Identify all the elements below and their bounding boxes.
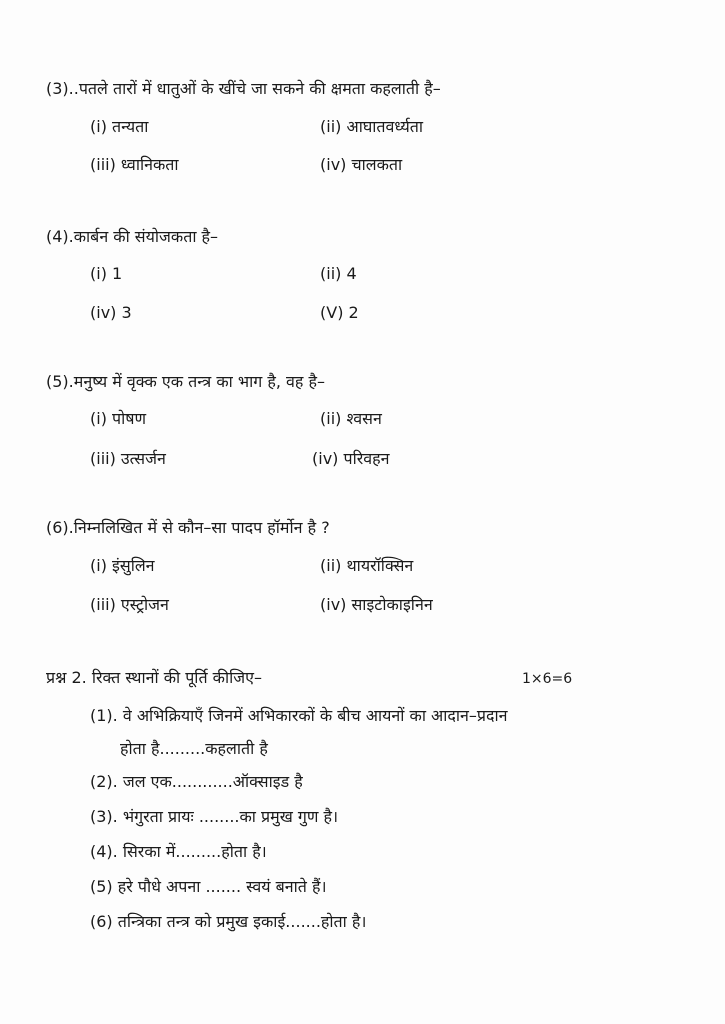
fill-blank-item-1: (1). वे अभिक्रियाएँ जिनमें अभिकारकों के बीच आयनों का आदान–प्रदान — [90, 706, 508, 725]
question-5: (5).मनुष्य में वृक्क एक तन्त्र का भाग है, वह है– — [46, 372, 325, 391]
fill-blank-item-5: (5) हरे पौधे अपना ....... स्वयं बनाते हैं। — [90, 877, 327, 896]
fill-blank-item-2: (2). जल एक............ऑक्साइड है — [90, 772, 303, 791]
q3-option-4: (iv) चालकता — [320, 155, 403, 174]
q5-option-3: (iii) उत्सर्जन — [90, 449, 166, 468]
q3-option-2: (ii) आघातवर्ध्यता — [320, 117, 423, 136]
q5-option-4: (iv) परिवहन — [312, 449, 390, 468]
question-3: (3)..पतले तारों में धातुओं के खींचे जा सकने की क्षमता कहलाती है– — [46, 79, 441, 98]
q3-option-1: (i) तन्यता — [90, 117, 149, 136]
fill-blank-item-1-cont: होता है.........कहलाती है — [120, 739, 268, 758]
fill-blank-item-3: (3). भंगुरता प्रायः ........का प्रमुख गुण है। — [90, 807, 339, 826]
section-2-heading: प्रश्न 2. रिक्त स्थानों की पूर्ति कीजिए– — [46, 668, 262, 687]
q4-option-3: (iv) 3 — [90, 303, 132, 322]
q5-option-1: (i) पोषण — [90, 409, 147, 428]
q6-option-4: (iv) साइटोकाइनिन — [320, 595, 433, 614]
q3-option-3: (iii) ध्वानिकता — [90, 155, 179, 174]
fill-blank-item-4: (4). सिरका में.........होता है। — [90, 842, 267, 861]
q4-option-1: (i) 1 — [90, 264, 123, 283]
q5-option-2: (ii) श्वसन — [320, 409, 382, 428]
q4-option-2: (ii) 4 — [320, 264, 357, 283]
q6-option-2: (ii) थायरॉक्सिन — [320, 556, 414, 575]
question-6: (6).निम्नलिखित में से कौन–सा पादप हॉर्मोन है ? — [46, 518, 330, 537]
q6-option-1: (i) इंसुलिन — [90, 556, 155, 575]
section-2-marks: 1×6=6 — [522, 671, 573, 687]
question-4: (4).कार्बन की संयोजकता है– — [46, 227, 219, 246]
fill-blank-item-6: (6) तन्त्रिका तन्त्र को प्रमुख इकाई.......होता है। — [90, 912, 367, 931]
q4-option-4: (V) 2 — [320, 303, 359, 322]
q6-option-3: (iii) एस्ट्रोजन — [90, 595, 169, 614]
